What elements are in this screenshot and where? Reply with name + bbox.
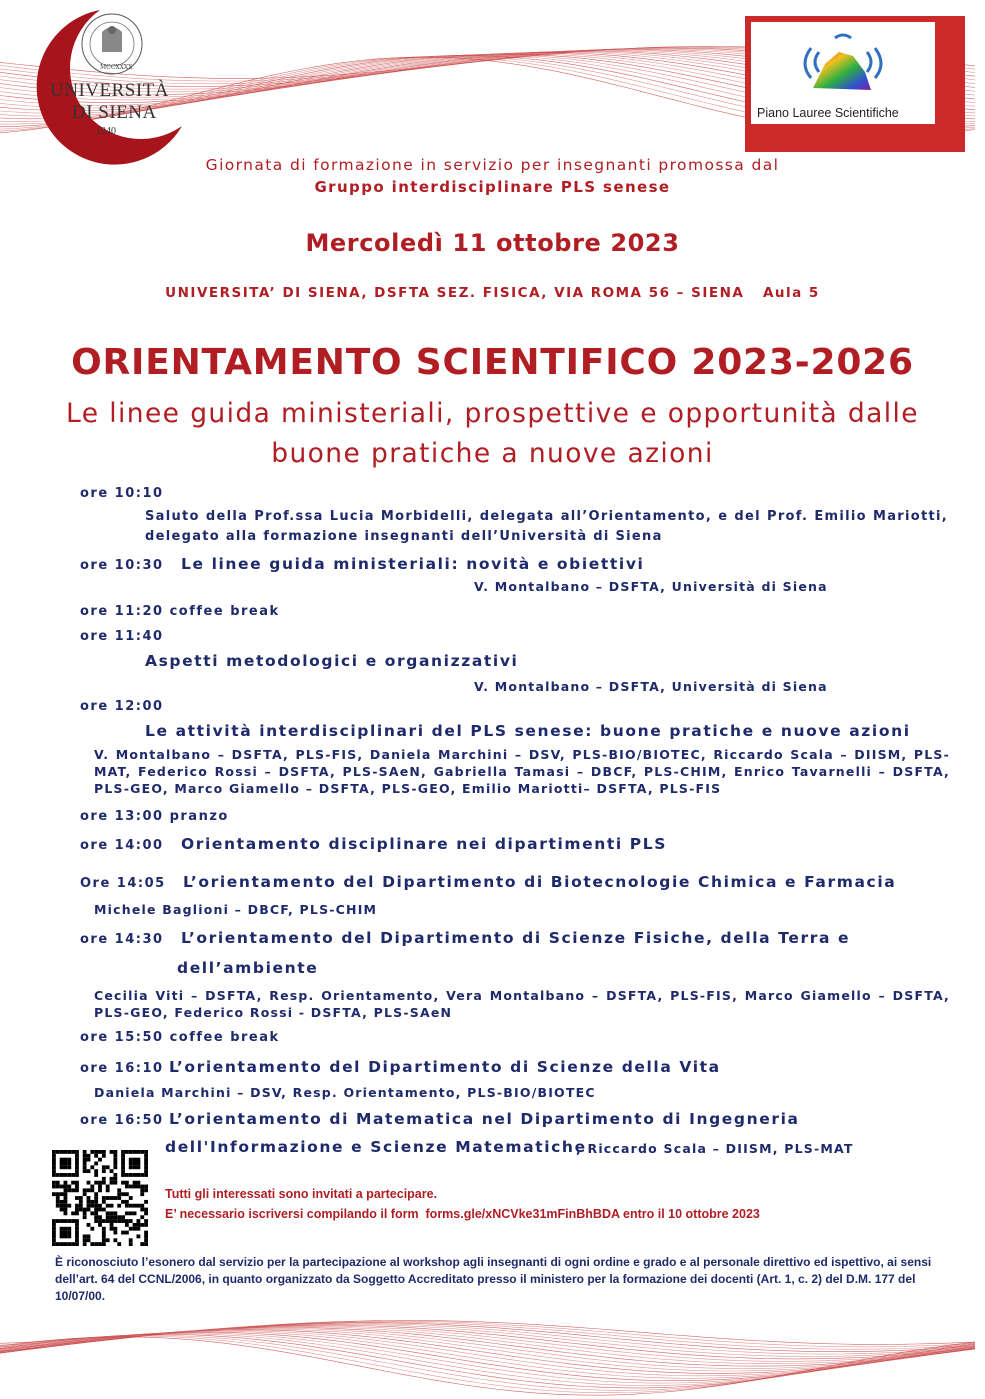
talk-orientamento-disciplinare: Orientamento disciplinare nei dipartimenti PLS <box>181 835 668 853</box>
pls-logo-box <box>751 22 935 124</box>
exemption-note: È riconosciuto l’esonero dal servizio per la partecipazione al workshop agli insegnanti di ogni ordine e grado e al personale direttivo ed ispettivo, ai sensi dell’art. 64 del CCNL/2006, in quanto organizzato da Soggetto Accreditato presso il ministero per la formazione dei docenti (Art. 1, c. 2) del D.M. 177 del 10/07/00. <box>55 1255 932 1303</box>
speaker-1030: V. Montalbano – DSFTA, Università di Siena <box>474 579 828 594</box>
speaker-1405: Michele Baglioni – DBCF, PLS-CHIM <box>94 902 378 917</box>
time-1010: ore 10:10 <box>80 486 164 501</box>
talk-attivita: Le attività interdisciplinari del PLS senese: buone pratiche e nuove azioni <box>145 722 911 740</box>
unisi-logo <box>22 8 192 168</box>
register-text: E’ necessario iscriversi compilando il form forms.gle/xNCVke31mFinBhBDA entro il 10 ottobre 2023 <box>165 1207 760 1221</box>
time-1405: Ore 14:05 <box>80 876 166 891</box>
time-1140: ore 11:40 <box>80 629 164 644</box>
event-date: Mercoledì 11 ottobre 2023 <box>305 229 680 257</box>
time-1300-lunch: ore 13:00 pranzo <box>80 809 229 824</box>
pls-spectrum-icon <box>799 30 889 100</box>
saluto-text: Saluto della Prof.ssa Lucia Morbidelli, delegata all’Orientamento, e del Prof. Emilio Mariotti, delegato alla formazione insegnanti dell’Università di Siena <box>145 509 948 544</box>
time-1550-coffee: ore 15:50 coffee break <box>80 1030 280 1045</box>
pls-logo-label: Piano Lauree Scientifiche <box>757 106 899 120</box>
unisi-name-line1: UNIVERSITÀ <box>50 80 169 101</box>
unisi-seal-roman: MCCXXXX <box>100 64 133 71</box>
speakers-1200: V. Montalbano – DSFTA, PLS-FIS, Daniela Marchini – DSV, PLS-BIO/BIOTEC, Riccardo Scala – DIISM, PLS-MAT, Federico Rossi – DSFTA, PLS-SAeN, Gabriella Tamasi – DBCF, PLS-CHIM, Enrico Tavarnelli – DSFTA, PLS-GEO, Marco Giamello – DSFTA, PLS-GEO, Emilio Mariotti– DSFTA, PLS-FIS <box>94 747 950 796</box>
header-line1: Giornata di formazione in servizio per insegnanti promossa dal <box>205 156 780 174</box>
event-venue: UNIVERSITA’ DI SIENA, DSFTA SEZ. FISICA, VIA ROMA 56 – SIENA Aula 5 <box>165 285 820 301</box>
time-1650: ore 16:50 <box>80 1113 164 1128</box>
time-1610: ore 16:10 <box>80 1061 164 1076</box>
talk-diism-line1: L’orientamento di Matematica nel Dipartimento di Ingegneria <box>169 1110 800 1128</box>
subtitle-line1: Le linee guida ministeriali, prospettive e opportunità dalle <box>66 398 919 429</box>
talk-diism-line2: dell'Informazione e Scienze Matematiche <box>165 1138 587 1156</box>
speaker-1610: Daniela Marchini – DSV, Resp. Orientamento, PLS-BIO/BIOTEC <box>94 1085 596 1100</box>
invite-text: Tutti gli interessati sono invitati a partecipare. <box>165 1187 438 1201</box>
speaker-1650: , Riccardo Scala – DIISM, PLS-MAT <box>576 1141 854 1156</box>
main-title: ORIENTAMENTO SCIENTIFICO 2023-2026 <box>71 342 914 383</box>
speakers-1430: Cecilia Viti – DSFTA, Resp. Orientamento, Vera Montalbano – DSFTA, PLS-FIS, Marco Giamello – DSFTA, PLS-GEO, Federico Rossi - DSFTA, PLS-SAeN <box>94 988 950 1020</box>
unisi-year: 1240 <box>96 126 116 137</box>
talk-aspetti: Aspetti metodologici e organizzativi <box>145 652 519 670</box>
talk-linee-guida: Le linee guida ministeriali: novità e obiettivi <box>181 555 645 573</box>
time-1430: ore 14:30 <box>80 932 164 947</box>
talk-dsv: L’orientamento del Dipartimento di Scienze della Vita <box>169 1058 721 1076</box>
time-1400: ore 14:00 <box>80 838 164 853</box>
talk-dbcf: L’orientamento del Dipartimento di Biotecnologie Chimica e Farmacia <box>183 873 897 891</box>
header-line2: Gruppo interdisciplinare PLS senese <box>314 178 671 196</box>
pls-logo-frame <box>745 16 965 152</box>
subtitle-line2: buone pratiche a nuove azioni <box>271 438 714 469</box>
time-1200: ore 12:00 <box>80 699 164 714</box>
time-1030: ore 10:30 <box>80 558 164 573</box>
talk-dsfta-line1: L’orientamento del Dipartimento di Scienze Fisiche, della Terra e <box>181 929 851 947</box>
decorative-waves-bottom <box>0 1295 985 1399</box>
time-1120-coffee: ore 11:20 coffee break <box>80 604 280 619</box>
speaker-1140: V. Montalbano – DSFTA, Università di Siena <box>474 679 828 694</box>
qr-code-icon[interactable] <box>52 1150 148 1246</box>
unisi-name-line2: DI SIENA <box>72 102 157 123</box>
talk-dsfta-line2: dell’ambiente <box>177 959 319 977</box>
